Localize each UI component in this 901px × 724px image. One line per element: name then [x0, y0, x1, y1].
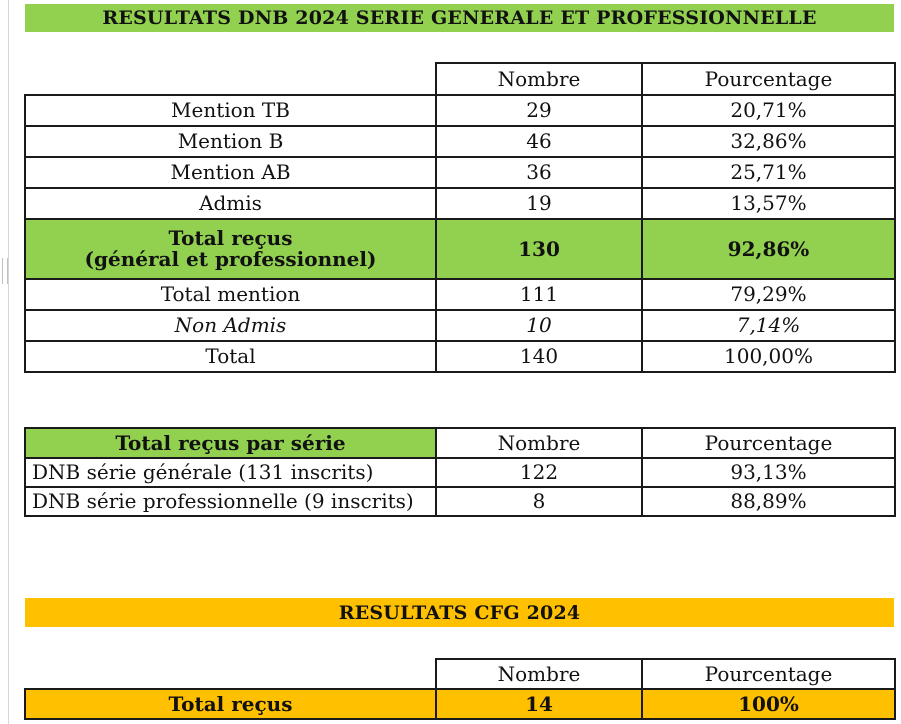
table-row [25, 157, 895, 188]
row-pourcentage: 13,57% [642, 188, 895, 219]
dnb-results-table [24, 62, 896, 373]
row-nombre: 46 [436, 126, 642, 157]
row-pourcentage: 93,13% [642, 458, 895, 487]
dnb-title: RESULTATS DNB 2024 SERIE GENERALE ET PROFESSIONNELLE [25, 4, 894, 32]
row-label: Mention TB [25, 95, 436, 126]
row-label: Mention B [25, 126, 436, 157]
table-row [25, 188, 895, 219]
row-nombre: 122 [436, 458, 642, 487]
header-pourcentage: Pourcentage [642, 428, 895, 458]
row-pourcentage: 79,29% [642, 279, 895, 310]
table-header-row [25, 63, 895, 95]
row-pourcentage: 32,86% [642, 126, 895, 157]
page-edge [8, 0, 9, 724]
row-label: Non Admis [25, 310, 436, 341]
table-row [25, 279, 895, 310]
row-nombre: 14 [436, 689, 642, 719]
row-label-line2: (général et professionnel) [84, 247, 377, 271]
table-row [25, 487, 895, 516]
table-row [25, 341, 895, 372]
row-label: Total mention [25, 279, 436, 310]
header-pourcentage: Pourcentage [642, 63, 895, 95]
header-pourcentage: Pourcentage [642, 659, 895, 689]
row-nombre: 8 [436, 487, 642, 516]
row-pourcentage: 100% [642, 689, 895, 719]
row-label: Admis [25, 188, 436, 219]
row-nombre: 29 [436, 95, 642, 126]
row-nombre: 130 [436, 219, 642, 279]
row-label [25, 219, 436, 279]
row-pourcentage: 25,71% [642, 157, 895, 188]
row-label: Total [25, 341, 436, 372]
header-nombre: Nombre [436, 428, 642, 458]
row-pourcentage: 88,89% [642, 487, 895, 516]
row-pourcentage: 7,14% [642, 310, 895, 341]
row-label: Total reçus [25, 689, 436, 719]
series-table [24, 427, 896, 517]
header-nombre: Nombre [436, 63, 642, 95]
row-nombre: 36 [436, 157, 642, 188]
table-row [25, 310, 895, 341]
header-nombre: Nombre [436, 659, 642, 689]
cfg-total-recus-row [25, 689, 895, 719]
table-row [25, 126, 895, 157]
table-row [25, 95, 895, 126]
empty-header-cell [25, 659, 436, 689]
table-header-row [25, 428, 895, 458]
row-label: Mention AB [25, 157, 436, 188]
row-label: DNB série générale (131 inscrits) [25, 458, 436, 487]
row-nombre: 10 [436, 310, 642, 341]
table-row [25, 458, 895, 487]
cfg-title: RESULTATS CFG 2024 [25, 598, 894, 627]
page-resize-handle[interactable] [2, 258, 8, 284]
row-label-line1: Total reçus [168, 226, 293, 250]
table-header-row [25, 659, 895, 689]
row-pourcentage: 100,00% [642, 341, 895, 372]
total-recus-row [25, 219, 895, 279]
row-pourcentage: 92,86% [642, 219, 895, 279]
row-nombre: 140 [436, 341, 642, 372]
row-nombre: 19 [436, 188, 642, 219]
row-label: DNB série professionnelle (9 inscrits) [25, 487, 436, 516]
header-total-recus-serie: Total reçus par série [25, 428, 436, 458]
empty-header-cell [25, 63, 436, 95]
row-nombre: 111 [436, 279, 642, 310]
row-pourcentage: 20,71% [642, 95, 895, 126]
cfg-results-table [24, 658, 896, 720]
